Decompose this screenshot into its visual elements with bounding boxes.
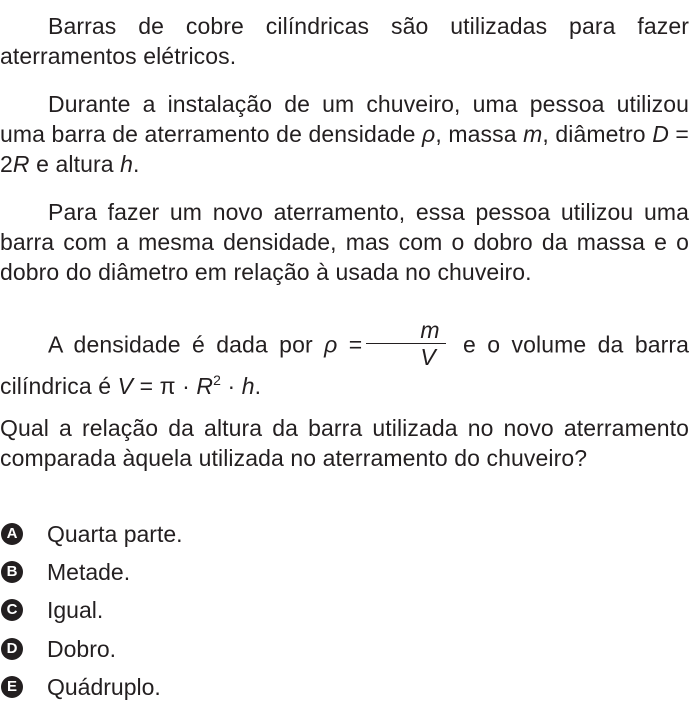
symbol-R-volume: R xyxy=(196,373,214,399)
question-prompt-text: Qual a relação da altura da barra utilizada no novo aterramento comparada àquela utilizada no aterramento do chuveiro? xyxy=(0,415,689,471)
text-volume-of-bar: e o volume da barra xyxy=(463,331,690,358)
symbol-R: R xyxy=(12,151,30,177)
text-period: . xyxy=(133,151,140,177)
option-e-letter-badge: E xyxy=(1,676,23,698)
option-b-letter-badge: B xyxy=(1,561,23,583)
paragraph-density-formula xyxy=(0,317,690,401)
paragraph-intro-text: Barras de cobre cilíndricas são utilizadas para fazer aterramentos elétricos. xyxy=(0,13,689,69)
symbol-D: D xyxy=(652,121,669,147)
text-density-given-by: A densidade é dada por xyxy=(48,331,313,358)
option-d-letter-badge: D xyxy=(1,638,23,660)
option-e[interactable] xyxy=(0,671,161,703)
text-comma: , xyxy=(435,121,442,147)
fraction-numerator: m xyxy=(366,317,445,344)
option-e-text: Quádruplo. xyxy=(47,673,161,700)
text-equals-pi: = π · xyxy=(139,373,190,399)
option-b[interactable] xyxy=(0,556,130,588)
text-cilindrica: cilíndrica é xyxy=(0,373,112,399)
text-dot: · xyxy=(227,373,236,399)
symbol-V: V xyxy=(117,373,134,399)
text-altura: e altura xyxy=(36,151,114,177)
text-diametro: , diâmetro xyxy=(542,121,646,147)
question-prompt xyxy=(0,413,689,473)
symbol-m: m xyxy=(523,121,543,147)
option-c[interactable] xyxy=(0,594,103,626)
fraction-m-over-v xyxy=(366,317,445,370)
exponent-2: 2 xyxy=(213,372,221,388)
option-a-text: Quarta parte. xyxy=(47,520,183,547)
symbol-h: h xyxy=(120,151,134,177)
option-d[interactable] xyxy=(0,633,116,665)
option-c-letter-badge: C xyxy=(1,599,23,621)
text-equals: = xyxy=(348,331,363,358)
paragraph-new-grounding-text: Para fazer um novo aterramento, essa pessoa utilizou uma barra com a mesma densidade, mas com o dobro da massa e o dobro do diâmetro em relação à usada no chuveiro. xyxy=(0,199,689,285)
symbol-rho: ρ xyxy=(422,121,436,147)
text-period-volume: . xyxy=(254,373,262,399)
option-a[interactable] xyxy=(0,518,183,550)
paragraph-installation xyxy=(0,89,689,179)
symbol-rho-formula: ρ xyxy=(324,331,338,358)
option-a-letter-badge: A xyxy=(1,523,23,545)
text-equals-2: = 2 xyxy=(0,121,689,177)
paragraph-installation-text: Durante a instalação de um chuveiro, uma pessoa utilizou uma barra de aterramento de densidade xyxy=(0,91,689,147)
symbol-h-volume: h xyxy=(241,373,255,399)
paragraph-new-grounding xyxy=(0,197,689,287)
paragraph-intro xyxy=(0,11,689,71)
option-b-text: Metade. xyxy=(47,558,131,585)
option-c-text: Igual. xyxy=(47,596,104,623)
fraction-denominator: V xyxy=(420,344,436,370)
option-d-text: Dobro. xyxy=(47,635,117,662)
text-massa: massa xyxy=(448,121,517,147)
